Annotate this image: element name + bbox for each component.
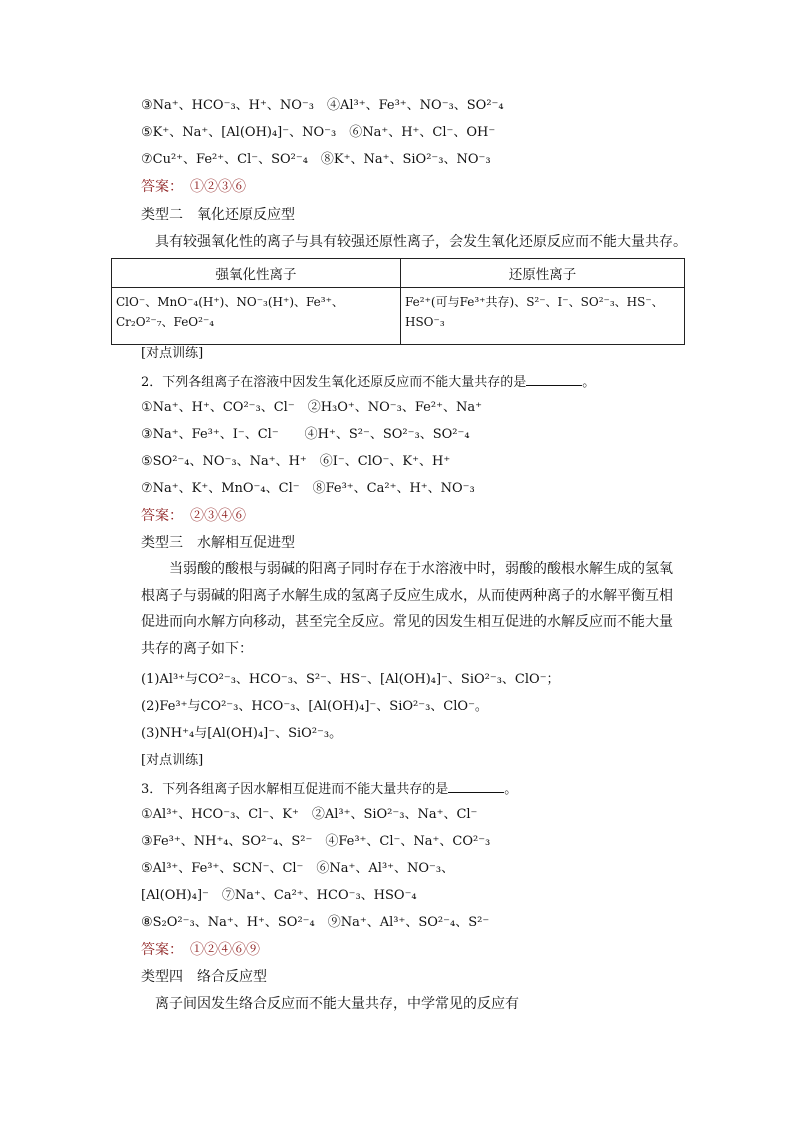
table-header-oxidizing: 强氧化性离子 [112,259,401,288]
type4-heading: 类型四 络合反应型 [141,969,267,985]
option-line: ⑤SO²⁻₄、NO⁻₃、Na⁺、H⁺ ⑥I⁻、ClO⁻、K⁺、H⁺ [141,454,451,469]
question-3-end: 。 [504,782,518,797]
question-2-text: 2．下列各组离子在溶液中因发生氧化还原反应而不能大量共存的是 [141,375,527,390]
answer-1: 答案： ①②③⑥ [141,179,246,195]
type3-paragraph: 当弱酸的酸根与弱碱的阳离子同时存在于水溶液中时，弱酸的酸根水解生成的氢氧根离子与弱碱的阳离子水解生成的氢离子反应生成水，从而使两种离子的水解平衡互相促进而向水解方向移动，甚至完全反应。常见的因发生相互促进的水解反应而不能大量共存的离子如下： [141,561,673,657]
table-header-reducing: 还原性离子 [401,259,685,288]
option-line: ⑦Na⁺、K⁺、MnO⁻₄、Cl⁻ ⑧Fe³⁺、Ca²⁺、H⁺、NO⁻₃ [141,481,475,496]
type3-heading: 类型三 水解相互促进型 [141,535,295,551]
table-cell-oxidizing: ClO⁻、MnO⁻₄(H⁺)、NO⁻₃(H⁺)、Fe³⁺、Cr₂O²⁻₇、FeO²⁻₄ [112,288,401,345]
hydrolysis-item: (1)Al³⁺与CO²⁻₃、HCO⁻₃、S²⁻、HS⁻、[Al(OH)₄]⁻、SiO²⁻₃、ClO⁻； [141,672,560,687]
question-2-end: 。 [582,375,596,390]
answer-2: 答案： ②③④⑥ [141,508,246,524]
table-header-row [112,259,685,288]
answer-blank[interactable] [526,371,582,386]
option-line: ③Fe³⁺、NH⁺₄、SO²⁻₄、S²⁻ ④Fe³⁺、Cl⁻、Na⁺、CO²⁻₃ [141,834,491,849]
option-line: ③Na⁺、Fe³⁺、I⁻、Cl⁻ ④H⁺、S²⁻、SO²⁻₃、SO²⁻₄ [141,427,470,442]
option-line: ①Na⁺、H⁺、CO²⁻₃、Cl⁻ ②H₃O⁺、NO⁻₃、Fe²⁺、Na⁺ [141,400,482,415]
practice-label-3: [对点训练] [141,753,204,768]
practice-label-2: [对点训练] [141,346,204,361]
option-line: ⑧S₂O²⁻₃、Na⁺、H⁺、SO²⁻₄ ⑨Na⁺、Al³⁺、SO²⁻₄、S²⁻ [141,915,490,930]
type2-intro: 具有较强氧化性的离子与具有较强还原性离子，会发生氧化还原反应而不能大量共存。 [155,234,687,250]
type4-paragraph: 离子间因发生络合反应而不能大量共存，中学常见的反应有 [155,996,519,1012]
answer-blank[interactable] [448,778,504,793]
type2-heading: 类型二 氧化还原反应型 [141,207,295,223]
question-3 [141,778,517,800]
table-cell-reducing: Fe²⁺(可与Fe³⁺共存)、S²⁻、I⁻、SO²⁻₃、HS⁻、HSO⁻₃ [401,288,685,345]
hydrolysis-item: (3)NH⁺₄与[Al(OH)₄]⁻、SiO²⁻₃。 [141,726,343,741]
hydrolysis-item: (2)Fe³⁺与CO²⁻₃、HCO⁻₃、[Al(OH)₄]⁻、SiO²⁻₃、ClO⁻。 [141,699,488,714]
option-line: ⑤K⁺、Na⁺、[Al(OH)₄]⁻、NO⁻₃ ⑥Na⁺、H⁺、Cl⁻、OH⁻ [141,125,496,140]
question-3-text: 3．下列各组离子因水解相互促进而不能大量共存的是 [141,782,449,797]
table-row [112,288,685,345]
option-line: ⑤Al³⁺、Fe³⁺、SCN⁻、Cl⁻ ⑥Na⁺、Al³⁺、NO⁻₃、 [141,861,455,876]
ion-table [111,258,685,345]
question-2 [141,371,595,393]
option-line: [Al(OH)₄]⁻ ⑦Na⁺、Ca²⁺、HCO⁻₃、HSO⁻₄ [141,888,417,903]
answer-3: 答案： ①②④⑥⑨ [141,942,260,958]
option-line: ⑦Cu²⁺、Fe²⁺、Cl⁻、SO²⁻₄ ⑧K⁺、Na⁺、SiO²⁻₃、NO⁻₃ [141,152,491,167]
option-line: ①Al³⁺、HCO⁻₃、Cl⁻、K⁺ ②Al³⁺、SiO²⁻₃、Na⁺、Cl⁻ [141,807,478,822]
option-line: ③Na⁺、HCO⁻₃、H⁺、NO⁻₃ ④Al³⁺、Fe³⁺、NO⁻₃、SO²⁻₄ [141,98,504,113]
